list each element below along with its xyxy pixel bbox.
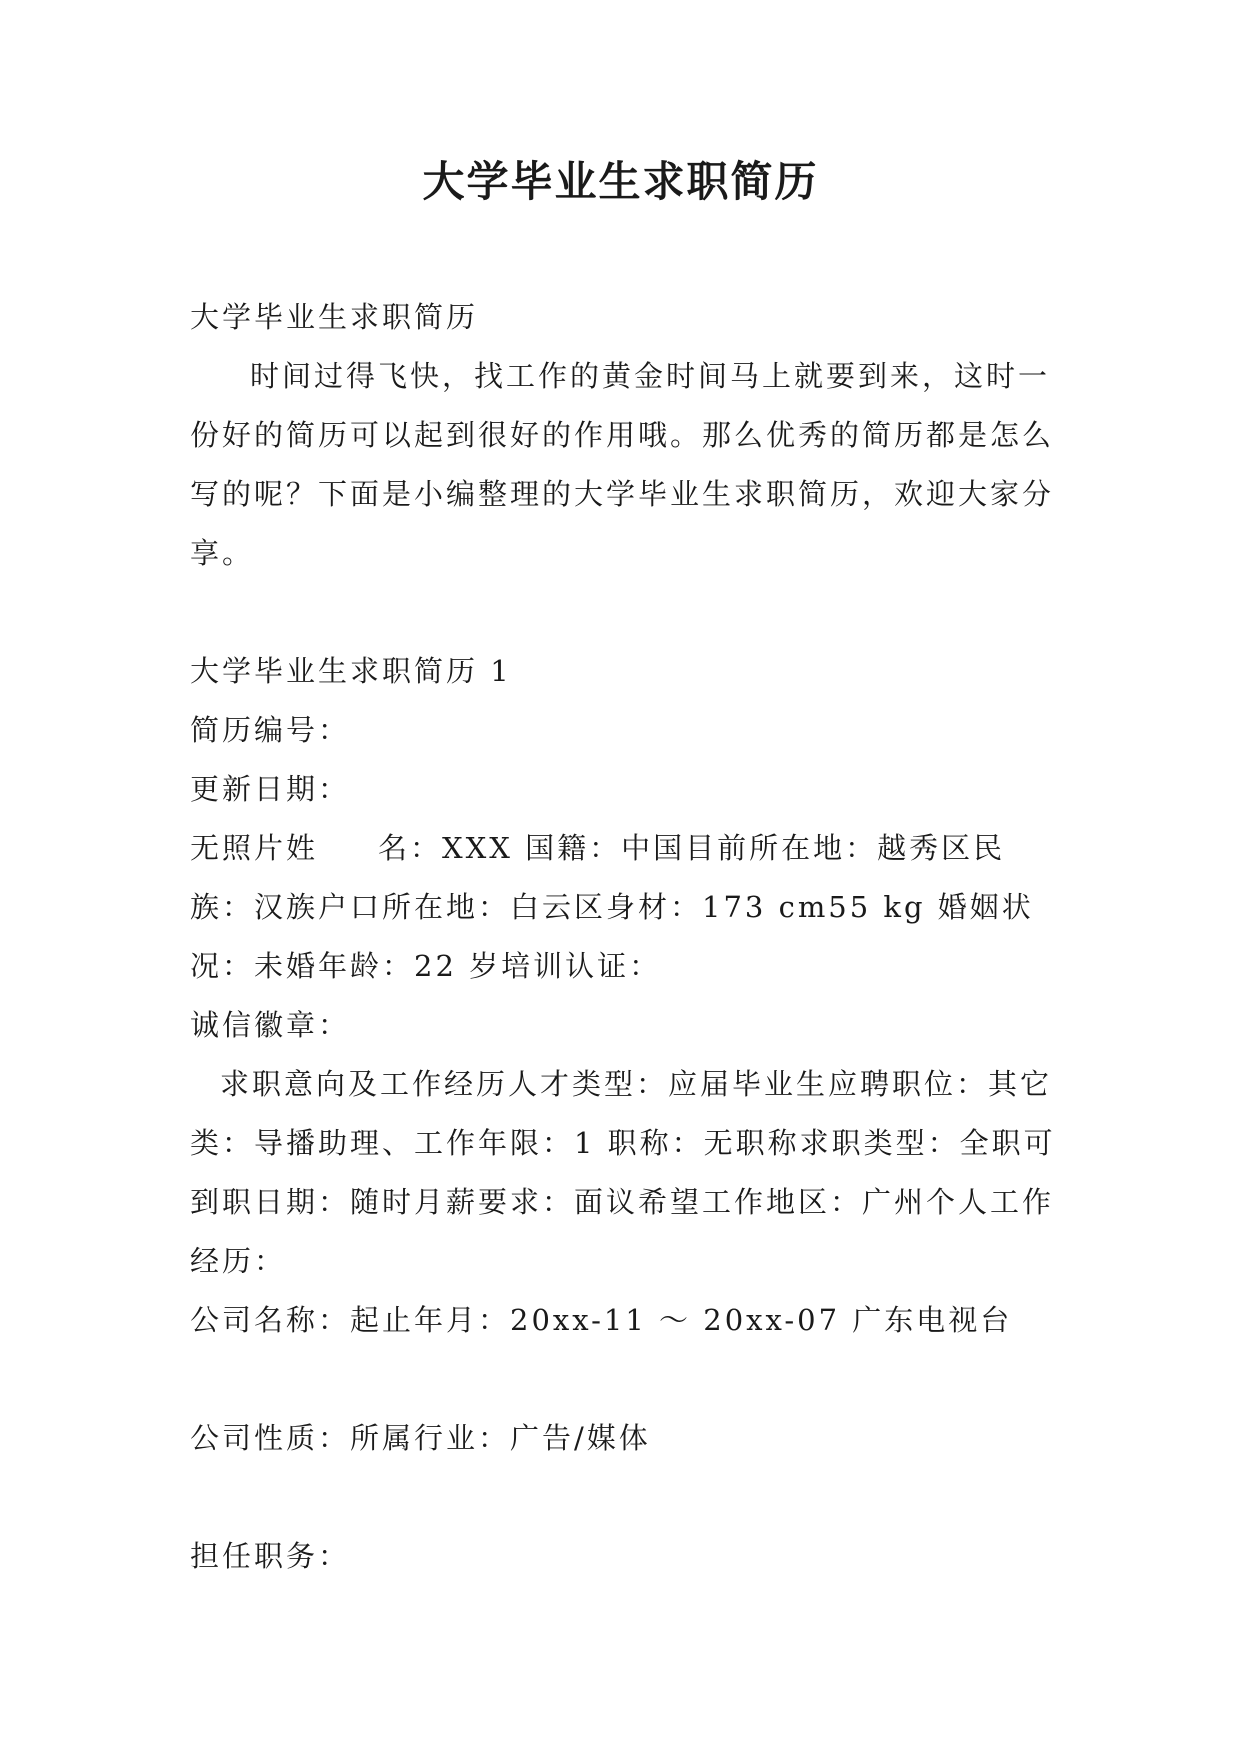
- position-held: 担任职务：: [190, 1539, 351, 1573]
- basic-info: [190, 819, 1060, 996]
- section-heading: 大学毕业生求职简历 1: [190, 654, 512, 688]
- basic-info-rest: 名：XXX 国籍：中国目前所在地：越秀区民族：汉族户口所在地：白云区身材：173 cm55 kg 婚姻状况：未婚年龄：22 岁培训认证：: [190, 831, 1034, 983]
- basic-info-start: 无照片姓: [190, 831, 319, 865]
- update-date: 更新日期：: [190, 772, 351, 806]
- paragraph-gap: [190, 1350, 1060, 1409]
- paragraph-gap: [190, 1468, 1060, 1527]
- subtitle: 大学毕业生求职简历: [190, 300, 479, 334]
- document-body: [190, 288, 1060, 1586]
- intro-paragraph: 时间过得飞快，找工作的黄金时间马上就要到来，这时一份好的简历可以起到很好的作用哦。那么优秀的简历都是怎么写的呢？下面是小编整理的大学毕业生求职简历，欢迎大家分享。: [190, 359, 1055, 570]
- paragraph-gap: [190, 583, 1060, 642]
- company-name: 公司名称：起止年月：20xx-11 ～ 20xx-07 广东电视台: [190, 1303, 1013, 1337]
- resume-number: 简历编号：: [190, 713, 351, 747]
- document-title: 大学毕业生求职简历: [422, 157, 819, 206]
- job-intention: 求职意向及工作经历人才类型：应届毕业生应聘职位：其它类：导播助理、工作年限：1 职称：无职称求职类型：全职可到职日期：随时月薪要求：面议希望工作地区：广州个人工作经历：: [190, 1067, 1056, 1278]
- integrity-badge: 诚信徽章：: [190, 1008, 351, 1042]
- company-nature: 公司性质：所属行业：广告/媒体: [190, 1421, 651, 1455]
